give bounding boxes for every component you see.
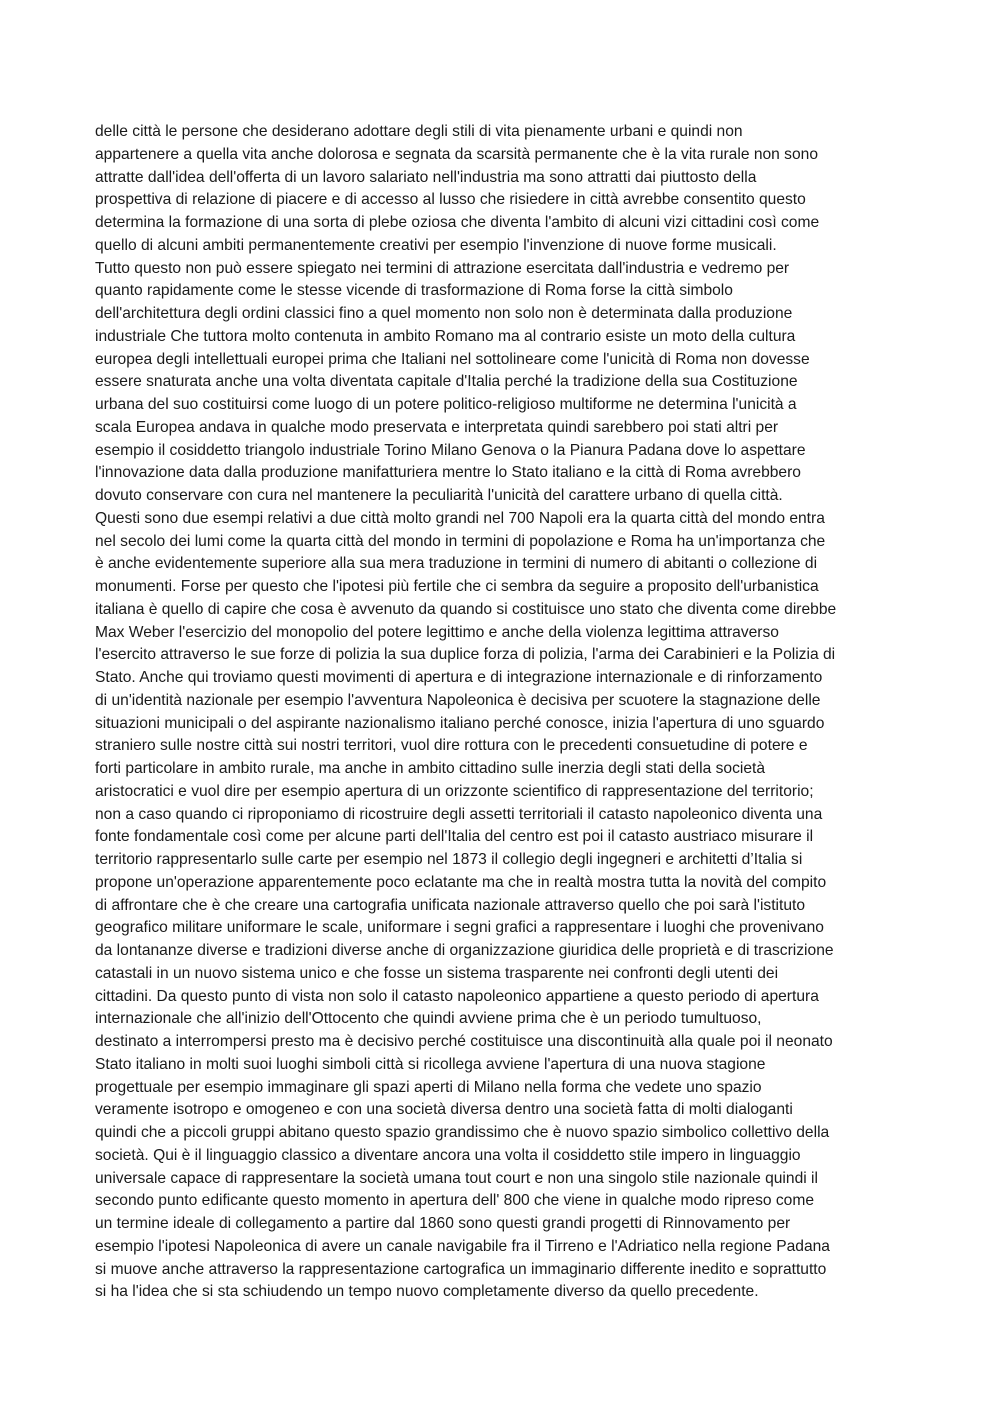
text-line: quanto rapidamente come le stesse vicende di trasformazione di Roma forse la città simbolo <box>95 282 733 300</box>
text-line: l'innovazione data dalla produzione manifatturiera mentre lo Stato italiano e la città di Roma avrebbero <box>95 464 801 482</box>
text-line: società. Qui è il linguaggio classico a diventare ancora una volta il cosiddetto stile impero in linguaggio <box>95 1146 801 1164</box>
text-line: dovuto conservare con cura nel mantenere la peculiarità l'unicità del carattere urbano di quella città. <box>95 487 783 504</box>
text-line: veramente isotropo e omogeneo e con una società diversa dentro una società fatta di molti dialoganti <box>95 1101 793 1119</box>
text-line: Stato italiano in molti suoi luoghi simboli città si ricollega avviene l'apertura di una nuova stagione <box>95 1055 766 1073</box>
text-line: si muove anche attraverso la rappresentazione cartografica un immaginario differente inedito e soprattutto <box>95 1260 827 1278</box>
text-line: l'esercito attraverso le sue forze di polizia la sua duplice forza di polizia, l'arma dei Carabinieri e la Polizia di <box>95 646 836 664</box>
text-line: situazioni municipali o del aspirante nazionalismo italiano perché conosce, inizia l'apertura di uno sguardo <box>95 714 825 732</box>
text-line: aristocratici e vuol dire per esempio apertura di un orizzonte scientifico di rappresentazione del territorio; <box>95 782 814 800</box>
text-line: attratte dall'idea dell'offerta di un lavoro salariato nell'industria ma sono attratti dai piuttosto della <box>95 168 757 186</box>
document-body <box>95 121 910 1304</box>
text-line: esempio il cosiddetto triangolo industriale Torino Milano Genova o la Pianura Padana dove lo aspettare <box>95 441 806 459</box>
text-line: scala Europea andava in qualche modo preservata e interpretata quindi sarebbero poi stati altri per <box>95 418 779 436</box>
text-line: fonte fondamentale così come per alcune parti dell'Italia del centro est poi il catasto austriaco misurare il <box>95 828 814 846</box>
text-line: è anche evidentemente superiore alla sua mera traduzione in termini di numero di abitanti o collezione di <box>95 555 818 573</box>
text-line: nel secolo dei lumi come la quarta città del mondo in termini di popolazione e Roma ha un'importanza che <box>95 532 826 550</box>
text-line: dell'architettura degli ordini classici fino a quel momento non solo non è determinata dalla produzione <box>95 305 793 322</box>
text-line: da lontananze diverse e tradizioni diverse anche di organizzazione giuridica delle proprietà e di trascrizione <box>95 942 834 959</box>
text-line: Stato. Anche qui troviamo questi movimenti di apertura e di integrazione internazionale e di rinforzamento <box>95 669 823 686</box>
text-line: italiana è quello di capire che cosa è avvenuto da quando si costituisce uno stato che diventa come direbbe <box>95 600 837 618</box>
text-line: forti particolare in ambito rurale, ma anche in ambito cittadino sulle inerzia degli stati della società <box>95 760 766 777</box>
text-line: straniero sulle nostre città sui nostri territori, vuol dire rottura con le precedenti consuetudine di potere e <box>95 737 808 755</box>
text-line: monumenti. Forse per questo che l'ipotesi più fertile che ci sembra da seguire a proposito dell'urbanistica <box>95 578 819 595</box>
text-line: Questi sono due esempi relativi a due città molto grandi nel 700 Napoli era la quarta città del mondo entra <box>95 509 825 527</box>
text-line: appartenere a quella vita anche dolorosa e segnata da scarsità permanente che è la vita rurale non sono <box>95 145 818 163</box>
text-line: universale capace di rappresentare la società umana tout court e non una singolo stile nazionale quindi il <box>95 1169 818 1187</box>
text-line: esempio l'ipotesi Napoleonica di avere un canale navigabile fra il Tirreno e l'Adriatico nella regione Padana <box>95 1237 830 1255</box>
text-line: internazionale che all'inizio dell'Ottocento che quindi avviene prima che è un periodo tumultuoso, <box>95 1010 762 1028</box>
text-line: si ha l'idea che si sta schiudendo un tempo nuovo completamente diverso da quello precedente. <box>95 1283 759 1301</box>
text-line: progettuale per esempio immaginare gli spazi aperti di Milano nella forma che vedete uno spazio <box>95 1078 762 1096</box>
text-line: delle città le persone che desiderano adottare degli stili di vita pienamente urbani e quindi non <box>95 123 743 140</box>
text-line: essere snaturata anche una volta diventata capitale d'Italia perché la tradizione della sua Costituzione <box>95 373 798 391</box>
text-line: quello di alcuni ambiti permanentemente creativi per esempio l'invenzione di nuove forme musicali. <box>95 236 777 254</box>
text-line: un termine ideale di collegamento a partire dal 1860 sono questi grandi progetti di Rinnovamento per <box>95 1215 791 1232</box>
text-line: determina la formazione di una sorta di plebe oziosa che diventa l'ambito di alcuni vizi cittadini così come <box>95 214 820 231</box>
text-line: destinato a interrompersi presto ma è decisivo perché costituisce una discontinuità alla quale poi il neonato <box>95 1033 833 1050</box>
text-line: di un'identità nazionale per esempio l'avventura Napoleonica è decisiva per scuotere la stagnazione delle <box>95 691 821 709</box>
text-line: secondo punto edificante questo momento in apertura dell' 800 che viene in qualche modo ripreso come <box>95 1192 815 1210</box>
text-line: Tutto questo non può essere spiegato nei termini di attrazione esercitata dall'industria e vedremo per <box>95 259 790 277</box>
text-line: urbana del suo costituirsi come luogo di un potere politico-religioso multiforme ne determina l'unicità a <box>95 396 797 413</box>
text-line: propone un'operazione apparentemente poco eclatante ma che in realtà mostra tutta la novità del compito <box>95 873 827 891</box>
text-line: territorio rappresentarlo sulle carte per esempio nel 1873 il collegio degli ingegneri e architetti d’Italia si <box>95 851 803 868</box>
text-line: cittadini. Da questo punto di vista non solo il catasto napoleonico appartiene a questo periodo di apertura <box>95 987 819 1005</box>
text-line: non a caso quando ci riproponiamo di ricostruire degli assetti territoriali il catasto napoleonico diventa una <box>95 805 823 823</box>
text-line: europea degli intellettuali europei prima che Italiani nel sottolineare come l'unicità di Roma non dovesse <box>95 350 810 368</box>
text-line: prospettiva di relazione di piacere e di accesso al lusso che risiedere in città avrebbe consentito questo <box>95 191 806 209</box>
text-line: catastali in un nuovo sistema unico e che fosse un sistema trasparente nei confronti degli utenti dei <box>95 964 779 982</box>
text-line: industriale Che tuttora molto contenuta in ambito Romano ma al contrario esiste un moto della cultura <box>95 327 796 345</box>
text-line: di affrontare che è che creare una cartografia unificata nazionale attraverso quello che poi sarà l'istituto <box>95 896 806 914</box>
text-line: geografico militare uniformare le scale, uniformare i segni grafici a rappresentare i luoghi che provenivano <box>95 919 824 937</box>
text-line: Max Weber l'esercizio del monopolio del potere legittimo e anche della violenza legittima attraverso <box>95 623 779 641</box>
text-line: quindi che a piccoli gruppi abitano questo spazio grandissimo che è nuovo spazio simbolico collettivo della <box>95 1124 830 1141</box>
